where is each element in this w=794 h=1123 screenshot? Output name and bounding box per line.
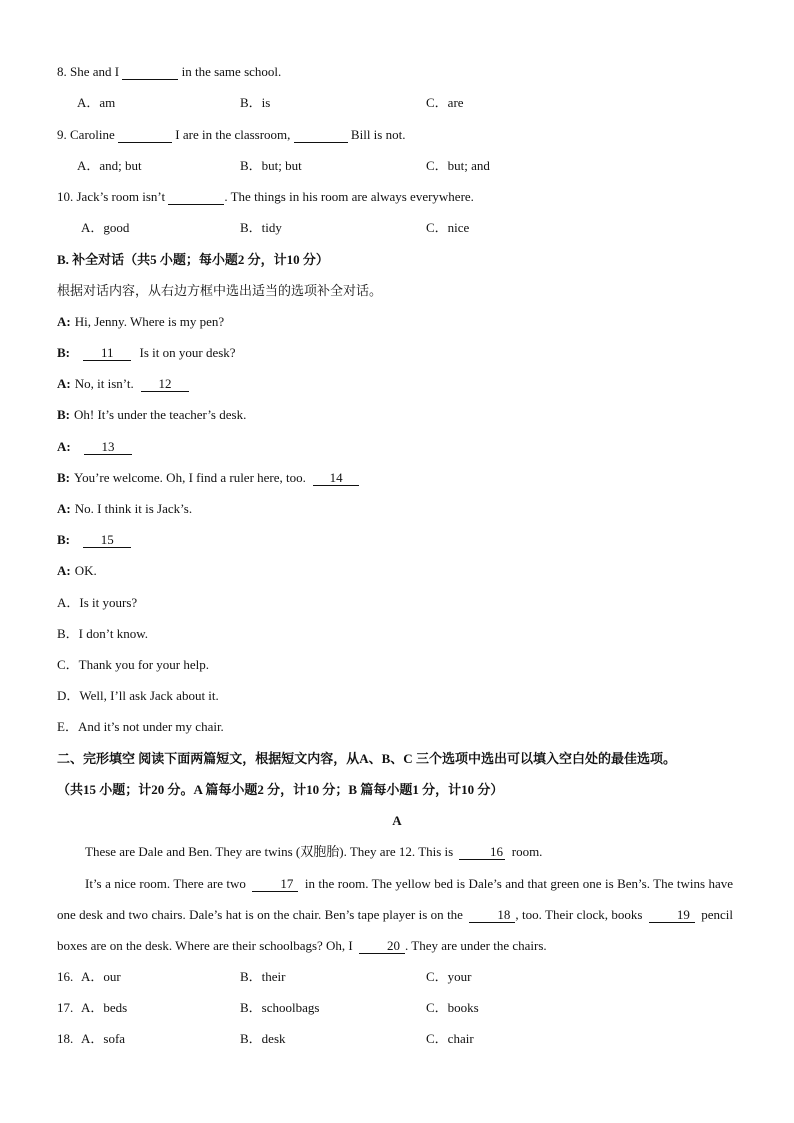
dialogue-line — [57, 501, 192, 517]
answer-blank[interactable] — [118, 128, 172, 143]
passage-text: in the room. The yellow bed is Dale’s and that green one is Ben’s. The twins have one desk and two chairs. Dale’s hat is on the chair. Ben’s tape player is on the — [57, 876, 734, 922]
dialogue-text: Oh! It’s under the teacher’s desk. — [74, 407, 247, 422]
speaker-label: A: — [57, 563, 71, 578]
answer-blank-18[interactable]: 18 — [469, 908, 515, 923]
dialogue-line — [57, 407, 246, 423]
option-b[interactable]: B．schoolbags — [240, 1000, 320, 1015]
answer-blank-16[interactable]: 16 — [459, 845, 505, 860]
option-b[interactable]: B．desk — [240, 1031, 286, 1046]
speaker-label: A: — [57, 439, 71, 454]
question-17-number: 17. — [57, 1000, 74, 1015]
dialogue-line — [57, 376, 189, 392]
option-c[interactable]: C．but; and — [426, 158, 490, 173]
question-16-number: 16. — [57, 969, 74, 984]
question-number: 9. — [57, 127, 67, 142]
passage-text: room. — [511, 844, 543, 859]
answer-blank[interactable] — [122, 65, 178, 80]
passage-text: It’s a nice room. There are two — [85, 876, 246, 891]
option-c[interactable]: C．chair — [426, 1031, 474, 1046]
option-c[interactable]: C．your — [426, 969, 472, 984]
answer-blank-11[interactable]: 11 — [83, 346, 131, 361]
section-b-instruction: 根据对话内容，从右边方框中选出适当的选项补全对话。 — [57, 283, 383, 298]
option-b[interactable]: B．tidy — [240, 220, 282, 235]
answer-blank-13[interactable]: 13 — [84, 440, 132, 455]
option-c[interactable]: C．are — [426, 95, 464, 110]
question-8-stem — [57, 64, 281, 80]
stem-text: Jack’s room isn’t — [76, 189, 166, 204]
passage-text: These are Dale and Ben. They are twins (双胞胎). They are 12. This is — [85, 844, 454, 859]
speaker-label: A: — [57, 501, 71, 516]
speaker-label: B: — [57, 345, 70, 360]
passage-paragraph-1 — [57, 844, 733, 860]
stem-text: in the same school. — [181, 64, 282, 79]
answer-blank-20[interactable]: 20 — [359, 939, 405, 954]
passage-text: , too. Their clock, books — [515, 907, 643, 922]
stem-text: She and I — [70, 64, 120, 79]
question-16-options — [81, 969, 741, 985]
stem-text: I are in the classroom, — [175, 127, 291, 142]
dialogue-text: No, it isn’t. — [74, 376, 134, 391]
answer-blank[interactable] — [294, 128, 348, 143]
choice-c[interactable]: C．Thank you for your help. — [57, 657, 210, 672]
question-number: 10. — [57, 189, 74, 204]
question-10-stem — [57, 189, 474, 205]
option-b[interactable]: B．their — [240, 969, 286, 984]
option-a[interactable]: A．beds — [81, 1000, 128, 1015]
option-a[interactable]: A．our — [81, 969, 121, 984]
answer-blank-12[interactable]: 12 — [141, 377, 189, 392]
stem-text: Bill is not. — [350, 127, 406, 142]
question-9-options — [77, 158, 737, 174]
passage-text: pencil boxes are on the desk. Where are their schoolbags? Oh, I — [57, 907, 734, 953]
choice-b[interactable]: B．I don’t know. — [57, 626, 149, 641]
section-b-title: B. 补全对话（共5 小题；每小题2 分，计10 分） — [57, 252, 329, 267]
speaker-label: A: — [57, 314, 71, 329]
choice-a[interactable]: A．Is it yours? — [57, 595, 138, 610]
passage-text: . They are under the chairs. — [405, 938, 547, 953]
question-18-options — [81, 1031, 741, 1047]
dialogue-line — [57, 470, 359, 486]
speaker-label: B: — [57, 532, 70, 547]
option-c[interactable]: C．books — [426, 1000, 479, 1015]
dialogue-text: No. I think it is Jack’s. — [74, 501, 193, 516]
dialogue-line — [57, 439, 132, 455]
question-17-options — [81, 1000, 741, 1016]
stem-text: . The things in his room are always everywhere. — [224, 189, 474, 204]
option-b[interactable]: B．but; but — [240, 158, 302, 173]
answer-blank-19[interactable]: 19 — [649, 908, 695, 923]
section-2-subtitle: （共15 小题；计20 分。A 篇每小题2 分，计10 分；B 篇每小题1 分，计10 分） — [57, 782, 504, 797]
stem-text: Caroline — [70, 127, 115, 142]
dialogue-line — [57, 563, 97, 579]
option-a[interactable]: A．and; but — [77, 158, 142, 173]
answer-blank-17[interactable]: 17 — [252, 877, 298, 892]
choice-d[interactable]: D．Well, I’ll ask Jack about it. — [57, 688, 219, 703]
dialogue-text: Hi, Jenny. Where is my pen? — [74, 314, 225, 329]
dialogue-text: OK. — [74, 563, 97, 578]
dialogue-line — [57, 345, 236, 361]
option-b[interactable]: B．is — [240, 95, 271, 110]
option-a[interactable]: A．good — [81, 220, 130, 235]
answer-blank-14[interactable]: 14 — [313, 471, 359, 486]
dialogue-text: You’re welcome. Oh, I find a ruler here, too. — [74, 470, 306, 485]
passage-paragraph-2 — [57, 868, 733, 961]
passage-label: A — [392, 813, 402, 828]
question-number: 8. — [57, 64, 67, 79]
choice-e[interactable]: E．And it’s not under my chair. — [57, 719, 224, 734]
question-8-options — [77, 95, 737, 111]
option-c[interactable]: C．nice — [426, 220, 470, 235]
speaker-label: B: — [57, 407, 70, 422]
question-9-stem — [57, 127, 405, 143]
section-2-title: 二、完形填空 阅读下面两篇短文，根据短文内容，从A、B、C 三个选项中选出可以填入空白处的最佳选项。 — [57, 751, 676, 766]
answer-blank-15[interactable]: 15 — [83, 533, 131, 548]
option-a[interactable]: A．am — [77, 95, 116, 110]
speaker-label: A: — [57, 376, 71, 391]
question-18-number: 18. — [57, 1031, 74, 1046]
answer-blank[interactable] — [168, 190, 224, 205]
option-a[interactable]: A．sofa — [81, 1031, 126, 1046]
dialogue-line — [57, 532, 131, 548]
question-10-options — [81, 220, 741, 236]
dialogue-line — [57, 314, 224, 330]
speaker-label: B: — [57, 470, 70, 485]
dialogue-text: Is it on your desk? — [139, 345, 236, 360]
